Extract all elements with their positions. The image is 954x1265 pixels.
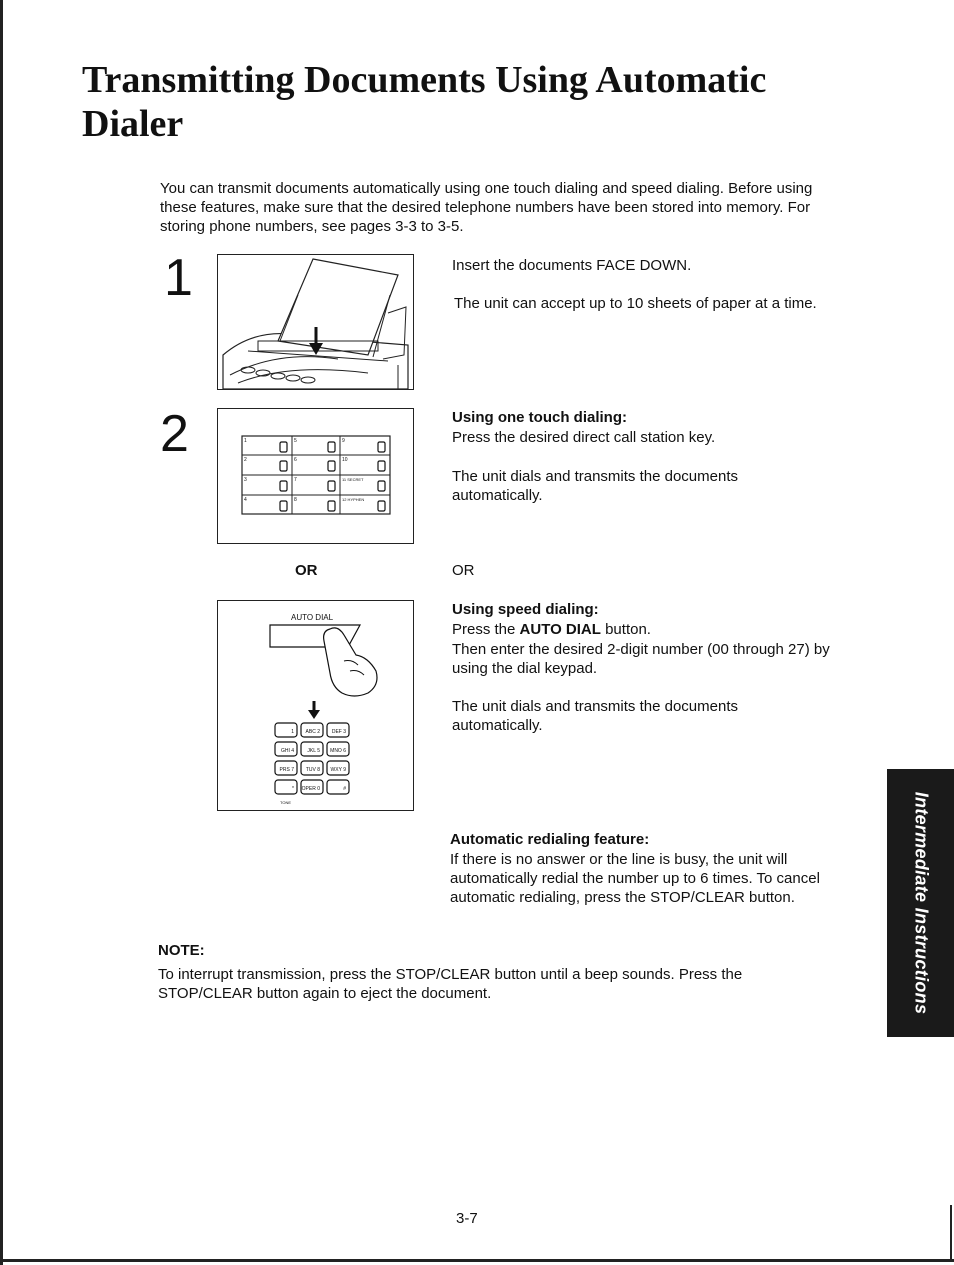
step-1-capacity: The unit can accept up to 10 sheets of paper at a time. [454,295,817,312]
station-key-button [280,442,287,452]
keypad-key-label: OPER 0 [301,786,320,792]
speed-text-pre: Press the [452,621,520,638]
keypad-key-label: ABC 2 [305,729,320,735]
station-key-label: 4 [244,497,247,503]
station-key-button [328,481,335,491]
figure-or-label: OR [295,562,318,579]
station-key-button [378,501,385,511]
redial-heading: Automatic redialing feature: [450,831,650,848]
keypad-key-label: MNO 6 [330,748,346,754]
auto-dial-label: AUTO DIAL [291,613,334,622]
section-side-tab [887,769,954,1037]
station-key-label: 2 [244,457,247,463]
station-key-button [280,481,287,491]
one-touch-instruction: Press the desired direct call station key. [452,429,716,446]
dial-keypad [275,723,349,794]
station-key-button [328,501,335,511]
keypad-key-label: DEF 3 [331,729,346,735]
station-key-label: 11 SECRET [342,477,364,482]
tone-label: TONE [280,800,292,805]
auto-dial-illustration [217,600,414,811]
insert-document-illustration [217,254,414,390]
redial-text: If there is no answer or the line is busy, the unit will automatically redial the number up to 6 times. To cancel automatic redialing, press the STOP/CLEAR button. [450,851,820,906]
side-tab-label: Intermediate Instructions [911,791,931,1015]
station-key-label: 12 HYPHEN [342,497,365,502]
page-edge-left [0,0,3,1265]
keypad-key-label: JKL 5 [307,748,320,754]
speed-dial-number-instruction: Then enter the desired 2-digit number (00 through 27) by using the dial keypad. [452,641,830,677]
speed-dial-heading: Using speed dialing: [452,601,599,618]
station-key-label: 10 [342,457,348,463]
note-text: To interrupt transmission, press the STOP/CLEAR button until a beep sounds. Press the STOP/CLEAR button again to eject the document. [158,966,743,1002]
text-or-label: OR [452,562,475,579]
page-edge-right [950,1205,952,1260]
station-key-label: 1 [244,438,247,444]
speed-text-post: button. [600,621,651,638]
station-key-label: 6 [294,457,297,463]
intro-paragraph: You can transmit documents automatically using one touch dialing and speed dialing. Before using these features, make sure that the desired telephone numbers have been stored into memory. For storing phone numbers, see pages 3-3 to 3-5. [160,180,813,235]
station-key-button [378,442,385,452]
station-key-label: 8 [294,497,297,503]
keypad-key-label: 1 [291,729,294,735]
keypad-key-label: # [343,786,346,792]
station-keys-illustration [217,408,414,544]
station-key-label: 5 [294,438,297,444]
page-title: Transmitting Documents Using Automatic Dialer [82,59,767,145]
step-1-instruction: Insert the documents FACE DOWN. [452,257,692,274]
note-heading: NOTE: [158,942,205,959]
step-2-number: 2 [160,405,189,463]
step-1-number: 1 [164,249,193,307]
station-key-button [280,461,287,471]
one-touch-heading: Using one touch dialing: [452,409,627,426]
auto-dial-bold: AUTO DIAL [519,621,601,638]
station-key-button [328,461,335,471]
station-keys-panel [218,409,413,543]
station-key-button [378,481,385,491]
station-key-button [280,501,287,511]
keypad-key-label: GHI 4 [280,748,294,754]
keypad-key-label: * [292,786,294,792]
station-key-button [378,461,385,471]
keypad-key-label: PRS 7 [279,767,294,773]
page-number: 3-7 [456,1210,478,1227]
keypad-key-label: WXY 9 [330,767,346,773]
keypad-key-label: TUV 8 [305,767,320,773]
station-key-label: 9 [342,438,345,444]
speed-dial-result: The unit dials and transmits the documents automatically. [452,698,738,734]
page-edge-bottom [0,1259,954,1262]
speed-dial-instruction [452,620,852,639]
station-key-label: 3 [244,477,247,483]
station-key-button [328,442,335,452]
one-touch-result: The unit dials and transmits the documents automatically. [452,468,738,504]
station-key-label: 7 [294,477,297,483]
